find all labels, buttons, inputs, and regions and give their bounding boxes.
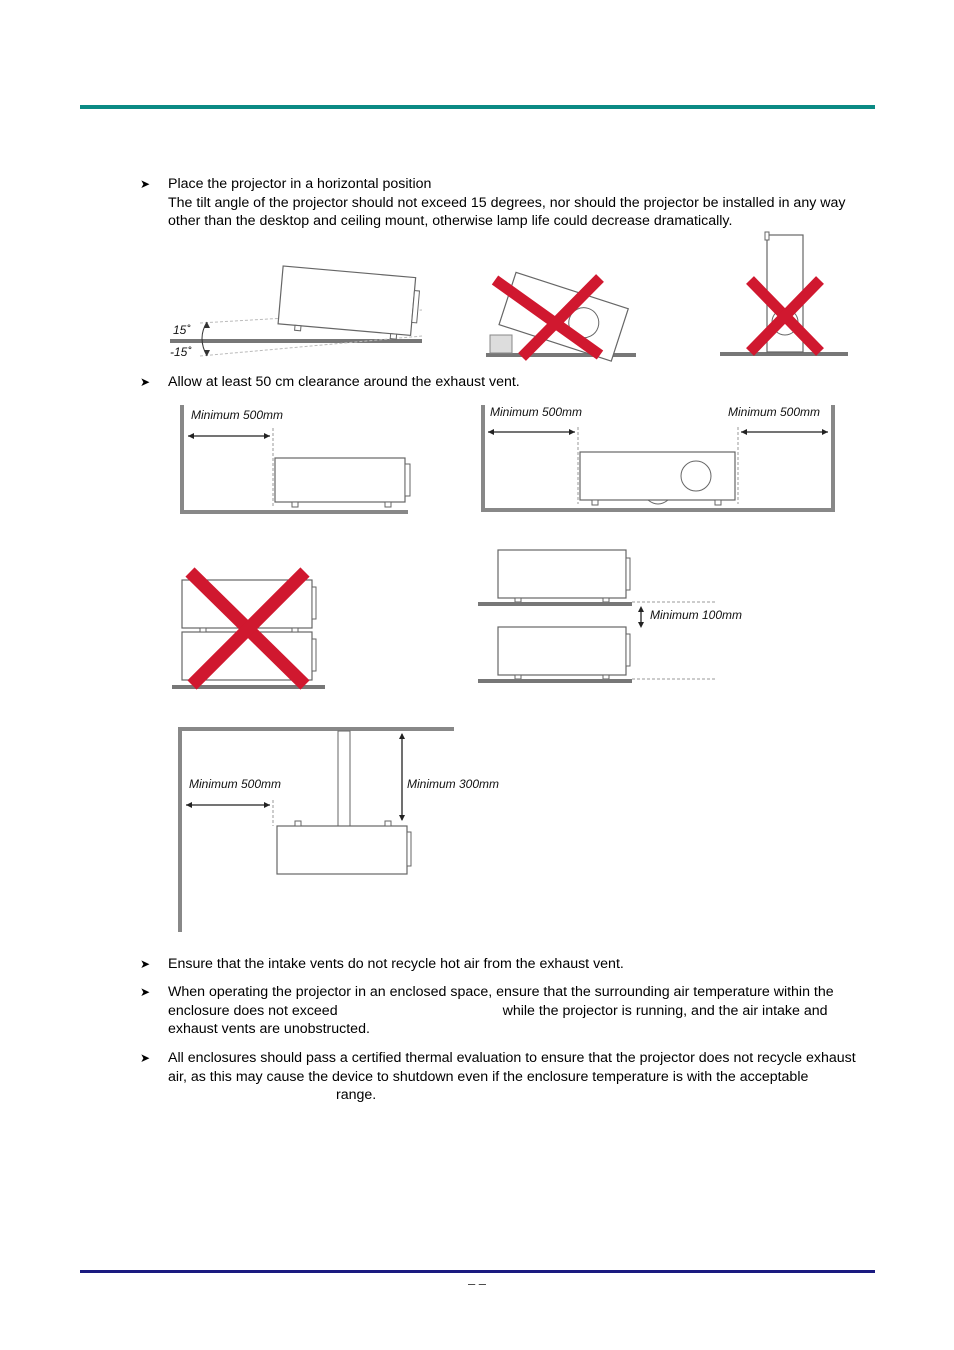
tilt-negative-label: -15˚ <box>170 345 192 359</box>
bullet-clearance <box>140 373 875 392</box>
bullet-text: Ensure that the intake vents do not recycle hot air from the exhaust vent. <box>168 956 624 972</box>
arrow-bullet-icon: ➤ <box>140 985 151 999</box>
bullet-text-after: range. <box>336 1087 377 1103</box>
page-number: – – <box>467 1276 487 1291</box>
clearance-left-label: Minimum 500mm <box>191 408 284 422</box>
clearance-rear-label: Minimum 500mm <box>728 405 821 419</box>
clearance-stack-label: Minimum 100mm <box>650 608 743 622</box>
arrow-bullet-icon: ➤ <box>140 375 151 389</box>
footer-rule <box>80 1270 875 1273</box>
clearance-ceiling-wall-label: Minimum 500mm <box>189 777 282 791</box>
bullet-thermal-evaluation <box>140 1049 875 1105</box>
bullet-text: The tilt angle of the projector should not exceed 15 degrees, nor should the projector be installed in any way other than the desktop and ceiling mount, otherwise lamp life could decrease dramatically. <box>168 194 846 229</box>
bullet-enclosed-space <box>140 983 875 1039</box>
bullet-title: Place the projector in a horizontal position <box>168 176 432 192</box>
arrow-bullet-icon: ➤ <box>140 957 151 971</box>
bullet-text-before: All enclosures should pass a certified thermal evaluation to ensure that the projector does not recycle exhaust air, as this may cause the device to shutdown even if the enclosure temperature is with the acceptable <box>168 1050 856 1085</box>
tilt-positive-label: 15˚ <box>173 323 191 337</box>
bullet-text-before: When operating the projector in an enclosed space, ensure that the surrounding air temperature within the enclosure does not exceed <box>168 984 834 1019</box>
clearance-front-label: Minimum 500mm <box>490 405 583 419</box>
bullet-intake-vents <box>140 955 875 974</box>
tilt-diagram <box>160 230 860 365</box>
bullet-text-after: while the projector is running, and the air intake and exhaust vents are unobstructed. <box>168 1002 828 1037</box>
clearance-ceiling-label: Minimum 300mm <box>407 777 500 791</box>
bullet-text: Allow at least 50 cm clearance around the exhaust vent. <box>168 374 520 390</box>
bullet-horizontal-position <box>140 175 875 231</box>
arrow-bullet-icon: ➤ <box>140 177 151 191</box>
header-rule <box>80 105 875 109</box>
arrow-bullet-icon: ➤ <box>140 1051 151 1065</box>
clearance-diagram <box>170 400 850 940</box>
